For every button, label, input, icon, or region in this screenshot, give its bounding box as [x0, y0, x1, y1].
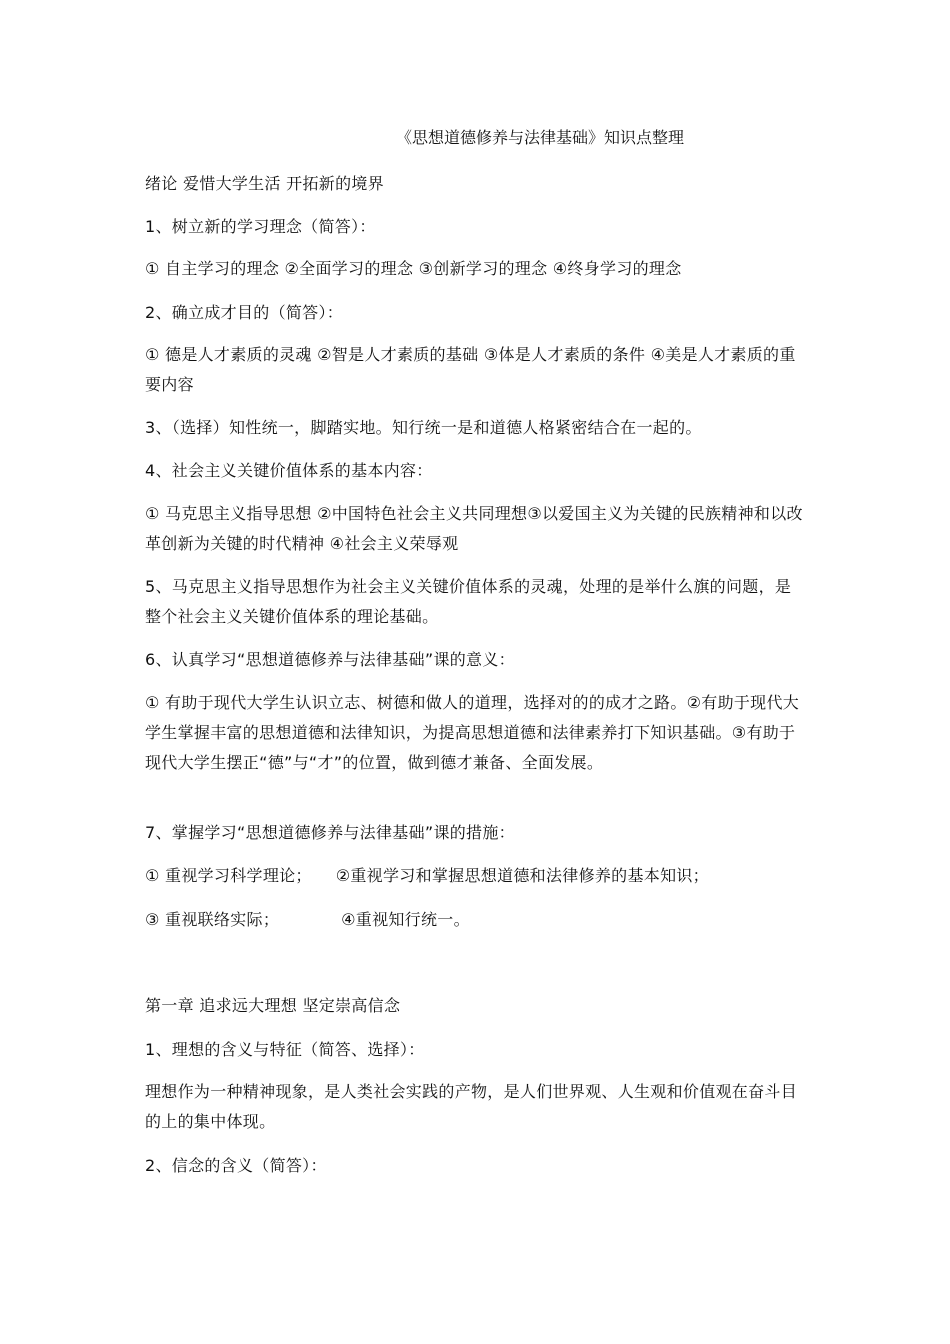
answer-4: ① 马克思主义指导思想 ②中国特色社会主义共同理想③以爱国主义为关键的民族精神和以改革创新为关键的时代精神 ④社会主义荣辱观 — [145, 504, 803, 553]
answer-1: ① 自主学习的理念 ②全面学习的理念 ③创新学习的理念 ④终身学习的理念 — [145, 259, 682, 278]
answer-2: ① 德是人才素质的灵魂 ②智是人才素质的基础 ③体是人才素质的条件 ④美是人才素质的重要内容 — [145, 345, 796, 394]
answer-7-item-4: ④重视知行统一。 — [341, 910, 470, 929]
answer-6: ① 有助于现代大学生认识立志、树德和做人的道理，选择对的的成才之路。②有助于现代大学生掌握丰富的思想道德和法律知识，为提高思想道德和法律素养打下知识基础。③有助于现代大学生摆正“德”与“才”的位置，做到德才兼备、全面发展。 — [145, 693, 800, 772]
chapter-1-heading: 第一章 追求远大理想 坚定崇高信念 — [145, 996, 401, 1015]
answer-7-row-2 — [145, 905, 807, 935]
question-2: 2、确立成才目的（简答）： — [145, 303, 344, 322]
question-4: 4、社会主义关键价值体系的基本内容： — [145, 461, 433, 480]
answer-7-item-1: ① 重视学习科学理论； — [145, 866, 312, 885]
question-6: 6、认真学习“思想道德修养与法律基础”课的意义： — [145, 650, 515, 669]
question-1: 1、树立新的学习理念（简答）： — [145, 217, 376, 236]
chapter-1-question-1: 1、理想的含义与特征（简答、选择）： — [145, 1040, 425, 1059]
answer-7-item-3: ③ 重视联络实际； — [145, 910, 280, 929]
question-3: 3、（选择）知性统一，脚踏实地。知行统一是和道德人格紧密结合在一起的。 — [145, 418, 702, 437]
chapter-1-question-2: 2、信念的含义（简答）： — [145, 1156, 327, 1175]
question-5: 5、马克思主义指导思想作为社会主义关键价值体系的灵魂，处理的是举什么旗的问题，是整个社会主义关键价值体系的理论基础。 — [145, 577, 792, 626]
question-7: 7、掌握学习“思想道德修养与法律基础”课的措施： — [145, 823, 515, 842]
chapter-1-answer-1: 理想作为一种精神现象，是人类社会实践的产物，是人们世界观、人生观和价值观在奋斗目的上的集中体现。 — [145, 1082, 798, 1131]
answer-7-row-1 — [145, 861, 807, 891]
answer-7-item-2: ②重视学习和掌握思想道德和法律修养的基本知识； — [335, 866, 709, 885]
document-title: 《思想道德修养与法律基础》知识点整理 — [395, 128, 684, 147]
intro-heading: 绪论 爱惜大学生活 开拓新的境界 — [145, 174, 384, 193]
